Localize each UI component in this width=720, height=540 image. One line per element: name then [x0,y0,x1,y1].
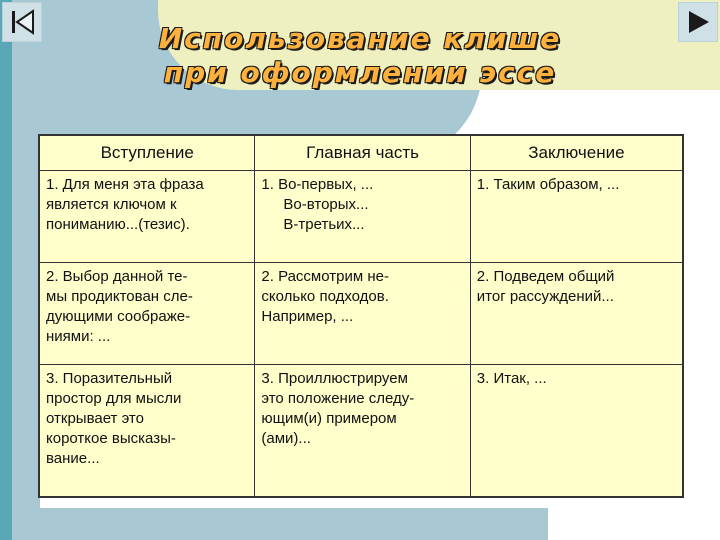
next-slide-icon [683,7,713,37]
cell-text: ющим(и) примером [261,410,397,427]
cell-text: 1. Таким образом, ... [476,176,620,193]
cell-text: вание... [46,450,100,467]
table-row [40,171,683,263]
main-cell [255,365,470,497]
main-cell [255,171,470,263]
cell-text: 1. Для меня эта фраза [46,176,204,193]
intro-cell [40,263,255,365]
cell-text: ниями: ... [46,328,111,345]
left-decor-panel [12,130,40,510]
cell-text: простор для мысли [46,390,182,407]
cell-text: Например, ... [261,308,354,325]
phrases-table [38,134,684,498]
intro-cell [40,365,255,497]
cell-text: мы продиктован сле- [46,288,193,305]
bottom-decor-panel [12,508,548,540]
cell-text: Во-вторых... [283,196,369,213]
cell-text: итог рассуждений... [476,288,614,305]
first-slide-button[interactable] [2,2,42,42]
intro-cell [40,171,255,263]
first-slide-icon [7,7,37,37]
cell-text: пониманию...(тезис). [46,216,190,233]
title-line-2: при оформлении эссе [163,56,557,89]
cell-text: сколько подходов. [261,288,389,305]
cell-text: дующими соображе- [46,308,191,325]
cell-text: (ами)... [261,430,311,447]
cell-text: 2. Подведем общий [476,268,615,285]
cell-text: 1. Во-первых, ... [261,176,374,193]
conclusion-cell [470,263,682,365]
cell-text: 3. Проиллюстрируем [261,370,408,387]
left-accent-band [0,0,12,540]
cell-text: В-третьих... [283,216,365,233]
cell-text: 2. Выбор данной те- [46,268,188,285]
title-line-1: Использование клише [158,22,562,55]
next-slide-button[interactable] [678,2,718,42]
table-row [40,365,683,497]
cell-text: 3. Поразительный [46,370,173,387]
header-intro: Вступление [40,136,255,171]
conclusion-cell [470,171,682,263]
table-row [40,263,683,365]
header-conclusion: Заключение [470,136,682,171]
main-cell [255,263,470,365]
cell-text: 3. Итак, ... [476,370,547,387]
table-header-row [40,136,683,171]
conclusion-cell [470,365,682,497]
cell-text: открывает это [46,410,144,427]
cell-text: 2. Рассмотрим не- [261,268,389,285]
cell-text: короткое высказы- [46,430,176,447]
header-main: Главная часть [255,136,470,171]
cell-text: является ключом к [46,196,177,213]
slide-title [120,22,600,90]
cell-text: это положение следу- [261,390,415,407]
